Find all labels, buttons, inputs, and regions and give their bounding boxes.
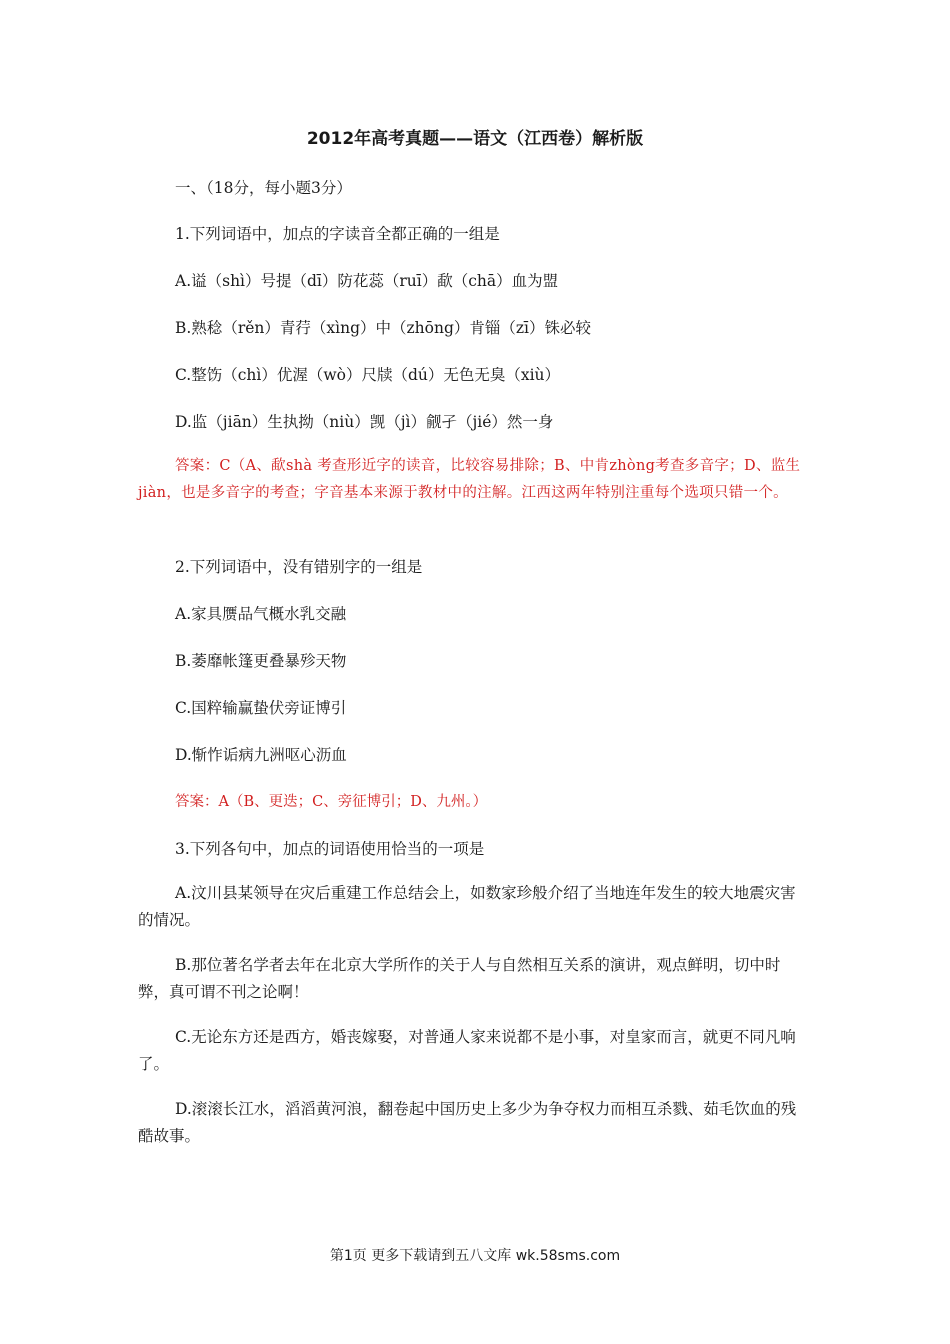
question-2-option-c: C.国粹输赢蛰伏旁证博引 — [175, 699, 347, 717]
question-1-stem: 1.下列词语中，加点的字读音全都正确的一组是 — [175, 225, 500, 243]
question-3-option-d: D.滚滚长江水，滔滔黄河浪，翻卷起中国历史上多少为争夺权力而相互杀戮、茹毛饮血的残酷故事。 — [138, 1100, 797, 1145]
question-1-option-c: C.整饬（chì）优渥（wò）尺牍（dú）无色无臭（xiù） — [175, 366, 561, 384]
question-2-answer: 答案：A（B、更迭；C、旁征博引；D、九州。） — [175, 794, 488, 810]
question-3-option-c: C.无论东方还是西方，婚丧嫁娶，对普通人家来说都不是小事，对皇家而言，就更不同凡响了。 — [138, 1028, 796, 1073]
document-title: 2012年高考真题——语文（江西卷）解析版 — [306, 129, 644, 149]
question-3-option-b: B.那位著名学者去年在北京大学所作的关于人与自然相互关系的演讲，观点鲜明，切中时弊，真可谓不刊之论啊！ — [138, 956, 781, 1001]
question-1-option-b: B.熟稔（rěn）青荇（xìng）中（zhōng）肯锱（zī）铢必较 — [175, 319, 591, 337]
question-2-option-b: B.萎靡帐篷更叠暴殄天物 — [175, 652, 347, 670]
question-1-option-d: D.监（jiān）生执拗（niù）觊（jì）觎孑（jié）然一身 — [175, 413, 554, 431]
question-2-option-d: D.惭怍诟病九洲呕心沥血 — [175, 746, 347, 764]
question-1-option-a: A.谥（shì）号提（dī）防花蕊（ruī）歃（chā）血为盟 — [175, 272, 559, 290]
question-2-stem: 2.下列词语中，没有错别字的一组是 — [175, 558, 423, 576]
section-heading: 一、（18分，每小题3分） — [175, 179, 352, 197]
question-2-option-a: A.家具赝品气概水乳交融 — [175, 605, 347, 623]
question-3-stem: 3.下列各句中，加点的词语使用恰当的一项是 — [175, 840, 485, 858]
question-3-option-a: A.汶川县某领导在灾后重建工作总结会上，如数家珍般介绍了当地连年发生的较大地震灾害的情况。 — [138, 884, 796, 929]
question-1-answer: 答案：C（A、歃shà 考查形近字的读音，比较容易排除；B、中肯zhòng考查多音字；D、监生jiàn，也是多音字的考查；字音基本来源于教材中的注解。江西这两年特别注重每个选项只错一个。 — [138, 458, 801, 501]
page-footer: 第1页 更多下载请到五八文库 wk.58sms.com — [329, 1248, 621, 1264]
